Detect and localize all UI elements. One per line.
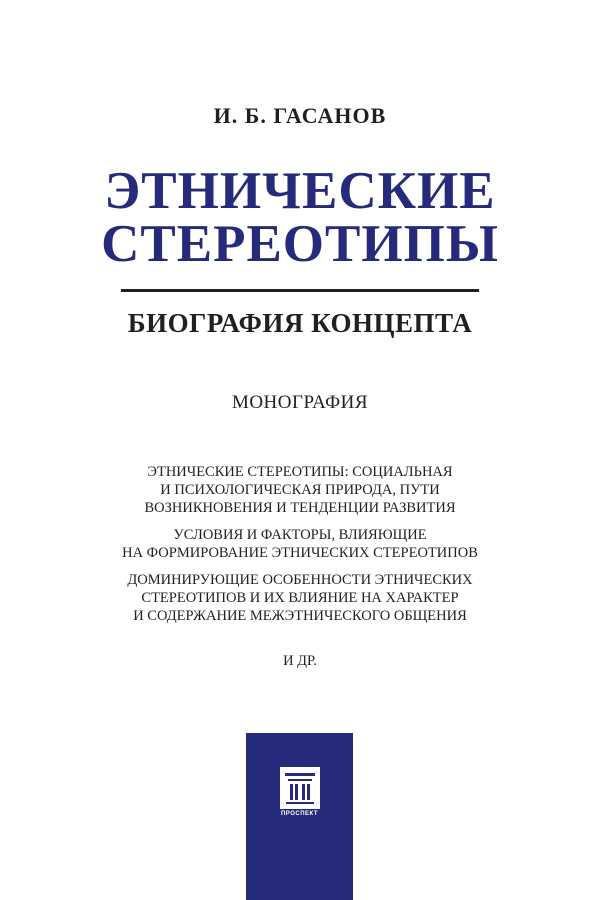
title-line: СТЕРЕОТИПЫ [101, 215, 499, 273]
publication-type: МОНОГРАФИЯ [231, 392, 369, 413]
topic-item [0, 526, 600, 562]
topic-line: ДОМИНИРУЮЩИЕ ОСОБЕННОСТИ ЭТНИЧЕСКИХ [127, 572, 473, 588]
author-name: И. Б. ГАСАНОВ [213, 103, 387, 128]
topic-line: СТЕРЕОТИПОВ И ИХ ВЛИЯНИЕ НА ХАРАКТЕР [141, 590, 459, 606]
title-divider [121, 289, 479, 292]
book-subtitle: БИОГРАФИЯ КОНЦЕПТА [127, 308, 473, 338]
publisher-logo-icon [280, 767, 320, 809]
topic-item [0, 571, 600, 625]
topics-list [0, 463, 600, 634]
publisher-block [246, 733, 353, 900]
book-title [0, 162, 600, 273]
topic-item [0, 463, 600, 517]
publisher-name: ПРОСПЕКТ [280, 811, 319, 817]
topic-line: УСЛОВИЯ И ФАКТОРЫ, ВЛИЯЮЩИЕ [173, 527, 427, 543]
topic-line: НА ФОРМИРОВАНИЕ ЭТНИЧЕСКИХ СТЕРЕОТИПОВ [122, 545, 478, 561]
topic-line: ЭТНИЧЕСКИЕ СТЕРЕОТИПЫ: СОЦИАЛЬНАЯ [147, 464, 453, 480]
topic-line: ВОЗНИКНОВЕНИЯ И ТЕНДЕНЦИИ РАЗВИТИЯ [144, 500, 456, 516]
topic-line: И ПСИХОЛОГИЧЕСКАЯ ПРИРОДА, ПУТИ [160, 482, 440, 498]
title-line: ЭТНИЧЕСКИЕ [104, 162, 496, 220]
topic-line: И СОДЕРЖАНИЕ МЕЖЭТНИЧЕСКОГО ОБЩЕНИЯ [133, 608, 467, 624]
etc-label: И ДР. [283, 653, 317, 669]
